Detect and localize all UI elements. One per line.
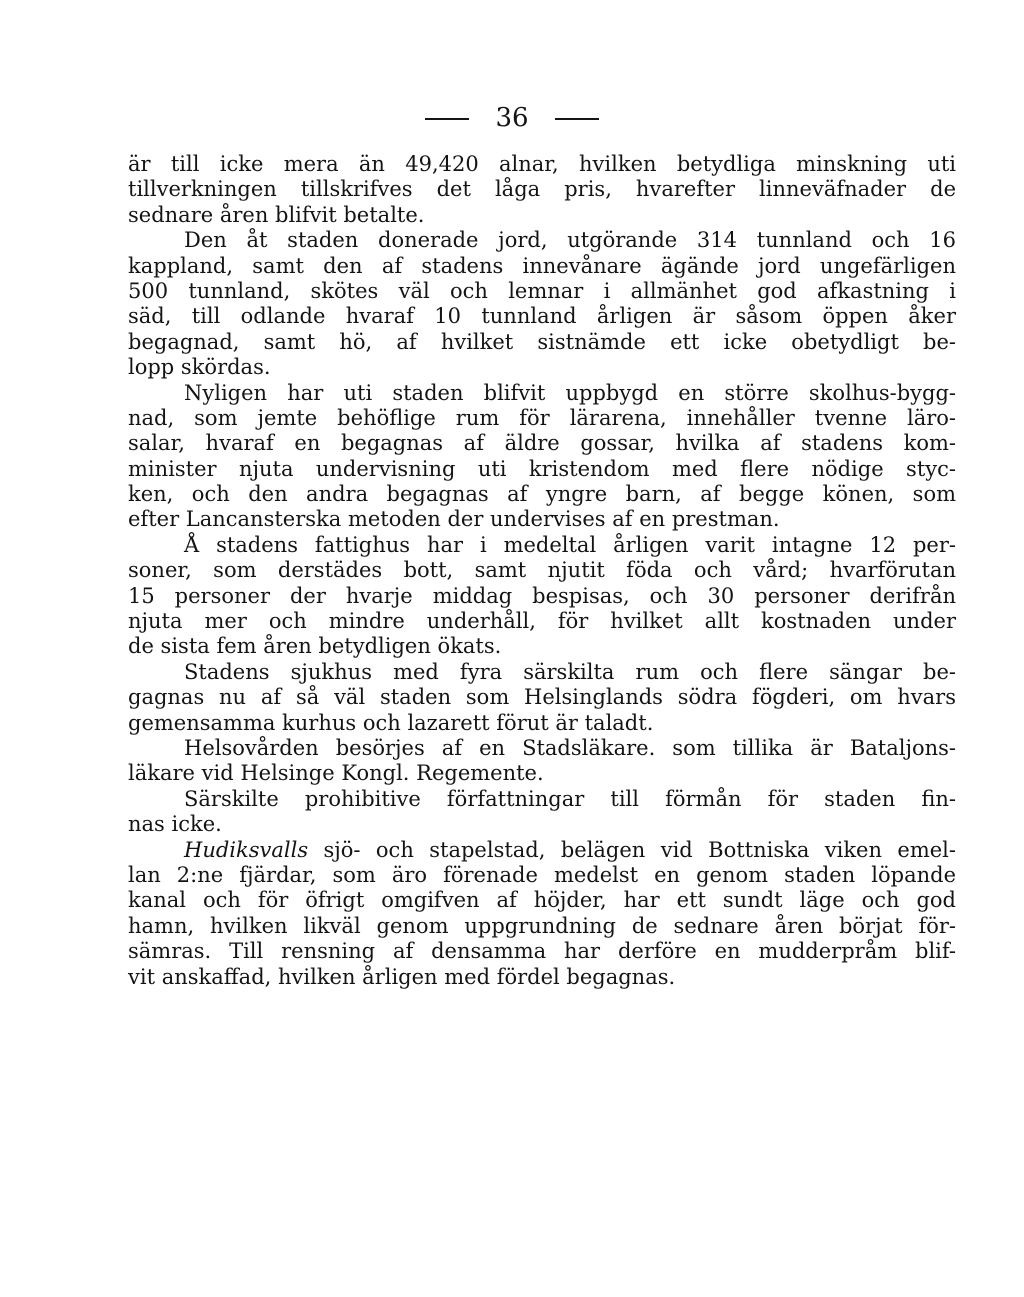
line-text: 500 tunnland, skötes väl och lemnar i allmänhet god afkastning i xyxy=(128,278,956,303)
line-text: 15 personer der hvarje middag bespisas, och 30 personer derifrån xyxy=(128,583,956,608)
page-number: 36 xyxy=(495,103,529,133)
text-line xyxy=(128,634,956,659)
line-text: läkare vid Helsinge Kongl. Regemente. xyxy=(128,761,544,786)
text-line xyxy=(128,381,956,406)
text-line xyxy=(128,609,956,634)
text-line xyxy=(128,838,956,863)
text-line xyxy=(128,939,956,964)
text-line xyxy=(128,660,956,685)
line-text: minister njuta undervisning uti kristendom med flere nödige styc- xyxy=(128,456,956,481)
line-text: gemensamma kurhus och lazarett förut är taladt. xyxy=(128,710,654,735)
page-header xyxy=(0,100,1024,136)
text-line xyxy=(128,406,956,431)
text-line xyxy=(128,177,956,202)
line-text: lan 2:ne fjärdar, som äro förenade medelst en genom staden löpande xyxy=(128,862,956,887)
line-text: Den åt staden donerade jord, utgörande 314 tunnland och 16 xyxy=(184,228,956,253)
line-text: salar, hvaraf en begagnas af äldre gossar, hvilka af stadens kom- xyxy=(128,431,956,456)
text-line xyxy=(128,279,956,304)
line-text: Nyligen har uti staden blifvit uppbygd en större skolhus-bygg- xyxy=(184,380,956,405)
line-text: gagnas nu af så väl staden som Helsinglands södra fögderi, om hvars xyxy=(128,685,956,710)
line-text: njuta mer och mindre underhåll, för hvilket allt kostnaden under xyxy=(128,609,956,634)
header-dash-left xyxy=(425,118,469,120)
body-text xyxy=(128,152,956,990)
text-line xyxy=(128,761,956,786)
line-text: soner, som derstädes bott, samt njutit föda och vård; hvarförutan xyxy=(128,558,956,583)
line-text: säd, till odlande hvaraf 10 tunnland årligen är såsom öppen åker xyxy=(128,304,956,329)
line-text: lopp skördas. xyxy=(128,355,271,380)
line-text: begagnad, samt hö, af hvilket sistnämde ett icke obetydligt be- xyxy=(128,329,956,354)
text-line xyxy=(128,787,956,812)
line-text: Särskilte prohibitive författningar till förmån för staden fin- xyxy=(184,786,956,811)
line-text: efter Lancansterska metoden der undervises af en prestman. xyxy=(128,507,780,532)
line-text: Å stadens fattighus har i medeltal årligen varit intagne 12 per- xyxy=(184,532,956,557)
line-text: är till icke mera än 49,420 alnar, hvilken betydliga minskning uti xyxy=(128,152,956,176)
text-line xyxy=(128,304,956,329)
line-text: Helsovården besörjes af en Stadsläkare. som tillika är Bataljons- xyxy=(184,735,956,760)
text-line xyxy=(128,507,956,532)
line-text: ken, och den andra begagnas af yngre barn, af begge könen, som xyxy=(128,482,956,507)
text-line xyxy=(128,152,956,177)
text-line xyxy=(128,330,956,355)
text-line xyxy=(128,457,956,482)
text-line xyxy=(128,584,956,609)
text-line xyxy=(128,431,956,456)
line-text: sjö- och stapelstad, belägen vid Bottniska viken emel- xyxy=(308,837,956,862)
text-line xyxy=(128,711,956,736)
text-line xyxy=(128,685,956,710)
line-text: sämras. Till rensning af densamma har derföre en mudderpråm blif- xyxy=(128,939,956,964)
text-line xyxy=(128,355,956,380)
line-text: hamn, hvilken likväl genom uppgrundning de sednare åren börjat för- xyxy=(128,913,956,938)
text-line xyxy=(128,203,956,228)
text-line xyxy=(128,888,956,913)
line-text: de sista fem åren betydligen ökats. xyxy=(128,634,502,659)
line-text: nad, som jemte behöflige rum för lärarena, innehåller tvenne läro- xyxy=(128,405,956,430)
line-text: nas icke. xyxy=(128,812,222,837)
text-line xyxy=(128,533,956,558)
text-line xyxy=(128,254,956,279)
line-text: kanal och för öfrigt omgifven af höjder, har ett sundt läge och god xyxy=(128,888,956,913)
italic-place-name: Hudiksvalls xyxy=(184,837,309,862)
line-text: kappland, samt den af stadens innevånare ägände jord ungefärligen xyxy=(128,253,956,278)
text-line xyxy=(128,812,956,837)
text-line xyxy=(128,863,956,888)
text-line xyxy=(128,736,956,761)
line-text: sednare åren blifvit betalte. xyxy=(128,202,425,227)
text-line xyxy=(128,558,956,583)
text-line xyxy=(128,965,956,990)
header-dash-right xyxy=(555,118,599,120)
text-line xyxy=(128,228,956,253)
line-text: tillverkningen tillskrifves det låga pris, hvarefter linneväfnader de xyxy=(128,177,956,202)
line-text: vit anskaffad, hvilken årligen med fördel begagnas. xyxy=(128,964,676,989)
line-text: Stadens sjukhus med fyra särskilta rum och flere sängar be- xyxy=(184,659,956,684)
text-line xyxy=(128,482,956,507)
text-line xyxy=(128,914,956,939)
